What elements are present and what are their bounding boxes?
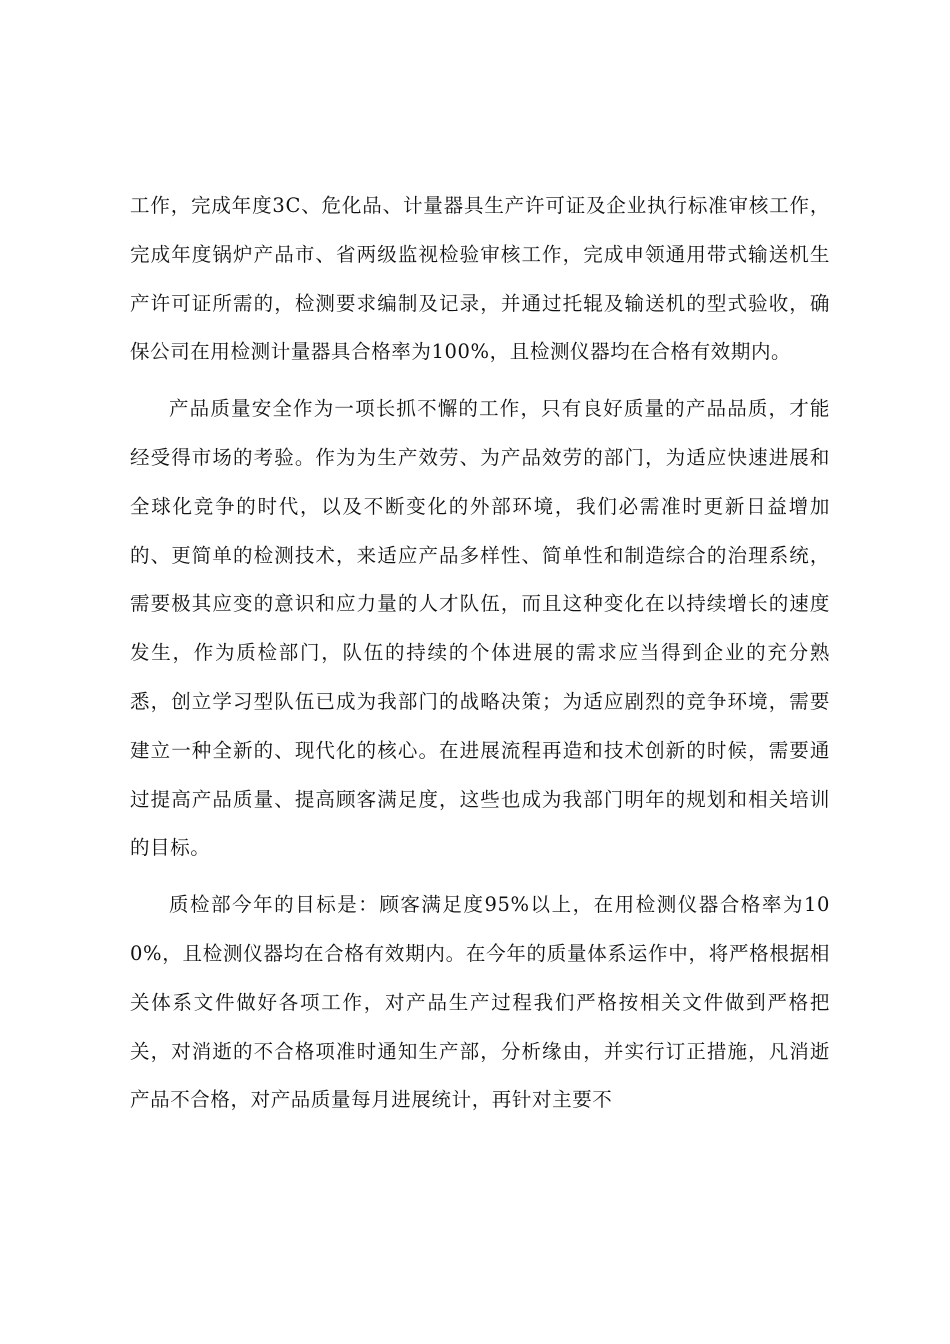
paragraph-annual-goals: 质检部今年的目标是：顾客满足度95%以上，在用检测仪器合格率为100%，且检测仪器均在合格有效期内。在今年的质量体系运作中，将严格根据相关体系文件做好各项工作，对产品生产过程我们严格按相关文件做到严格把关，对消逝的不合格项准时通知生产部，分析缘由，并实行订正措施，凡消逝产品不合格，对产品质量每月进展统计，再针对主要不 (130, 893, 830, 1112)
paragraph-quality-safety: 产品质量安全作为一项长抓不懈的工作，只有良好质量的产品品质，才能经受得市场的考验。作为为生产效劳、为产品效劳的部门，为适应快速进展和全球化竞争的时代，以及不断变化的外部环境，我们必需准时更新日益增加的、更简单的检测技术，来适应产品多样性、简单性和制造综合的治理系统，需要极其应变的意识和应力量的人才队伍，而且这种变化在以持续增长的速度发生，作为质检部门，队伍的持续的个体进展的需求应当得到企业的充分熟悉，创立学习型队伍已成为我部门的战略决策；为适应剧烈的竞争环境，需要建立一种全新的、现代化的核心。在进展流程再造和技术创新的时候，需要通过提高产品质量、提高顾客满足度，这些也成为我部门明年的规划和相关培训的目标。 (130, 397, 830, 860)
paragraph-continuation: 工作，完成年度3C、危化品、计量器具生产许可证及企业执行标准审核工作，完成年度锅炉产品市、省两级监视检验审核工作，完成申领通用带式输送机生产许可证所需的，检测要求编制及记录，并通过托辊及输送机的型式验收，确保公司在用检测计量器具合格率为100%，且检测仪器均在合格有效期内。 (130, 194, 830, 364)
document-body (130, 182, 830, 1133)
